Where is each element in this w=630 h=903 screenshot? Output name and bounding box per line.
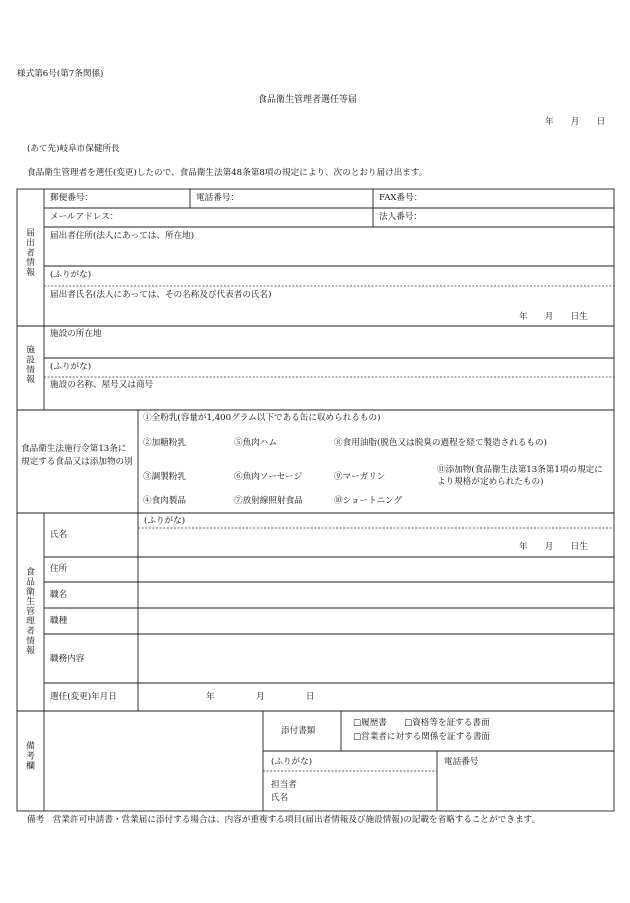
footnote: 備考 営業許可申請書・営業届に添付する場合は、内容が重複する項目(届出者情報及び施設情報)の記載を省略することができます。 <box>27 815 541 825</box>
attachments-line-2: □営業者に対する関係を証する書面 <box>353 732 491 742</box>
manager-address-label: 住所 <box>50 564 68 574</box>
facility-name-label: 施設の名称、屋号又は商号 <box>50 380 154 390</box>
section-label-applicant: 届出者情報 <box>24 228 34 277</box>
attachments-line-1: □履歴書 □資格等を証する書面 <box>353 718 490 728</box>
food-type-label: 食品衛生法施行令第13条に規定する食品又は添加物の別 <box>21 444 133 467</box>
manager-duties-label: 職務内容 <box>50 654 85 664</box>
manager-title-label: 職名 <box>50 590 68 600</box>
fax-label: FAX番号： <box>379 193 423 203</box>
manager-category-label: 職種 <box>50 616 68 626</box>
applicant-birth-date: 年 月 日生 <box>519 312 588 322</box>
phone-label: 電話番号： <box>196 193 239 203</box>
food-item-10: ⑩ショートニング <box>334 496 403 506</box>
applicant-furigana-label: (ふりがな) <box>50 270 92 280</box>
food-item-3: ③調製粉乳 <box>143 472 186 482</box>
applicant-address-label: 届出者住所(法人にあっては、所在地) <box>50 231 195 241</box>
food-item-4: ④食肉製品 <box>143 496 186 506</box>
appointment-date-label: 選任(変更)年月日 <box>50 692 117 702</box>
food-item-11: ⑪添加物(食品衛生法第13条第1項の規定により規格が定められたもの) <box>437 465 603 487</box>
section-label-remarks: 備考欄 <box>24 741 34 771</box>
section-label-facility: 施設情報 <box>24 345 34 385</box>
contact-person-label-2: 氏名 <box>271 793 289 803</box>
contact-phone-label: 電話番号 <box>444 757 479 767</box>
manager-name-label: 氏名 <box>50 530 68 540</box>
attachments-label: 添付書類 <box>281 726 316 736</box>
intro-text: 食品衛生管理者を選任(変更)したので、食品衛生法第48条第8項の規定により、次のとおり届け出ます。 <box>27 168 428 178</box>
corporate-number-label: 法人番号： <box>379 212 422 222</box>
food-item-7: ⑦放射線照射食品 <box>234 496 303 506</box>
submission-date: 年 月 日 <box>545 117 606 127</box>
contact-person-label-1: 担当者 <box>271 780 297 790</box>
facility-location-label: 施設の所在地 <box>50 329 102 339</box>
appointment-year: 年 <box>206 692 215 702</box>
appointment-month: 月 <box>256 692 265 702</box>
section-label-manager: 食品衛生管理者情報 <box>24 567 34 656</box>
addressee: (あて先)岐阜市保健所長 <box>27 144 120 154</box>
email-label: メールアドレス： <box>50 212 119 222</box>
food-item-2: ②加糖粉乳 <box>143 438 186 448</box>
applicant-name-label: 届出者氏名(法人にあっては、その名称及び代表者の氏名) <box>50 290 272 300</box>
form-number: 様式第6号(第7条関係) <box>17 69 104 79</box>
manager-birth-date: 年 月 日生 <box>519 542 588 552</box>
food-item-9: ⑨マーガリン <box>334 472 386 482</box>
appointment-day: 日 <box>306 692 315 702</box>
food-item-6: ⑥魚肉ソーセージ <box>234 472 303 482</box>
food-item-5: ⑤魚肉ハム <box>234 438 277 448</box>
postal-code-label: 郵便番号： <box>50 193 93 203</box>
food-item-8: ⑧食用油脂(脱色又は脱臭の過程を経て製造されるもの) <box>334 438 547 448</box>
facility-furigana-label: (ふりがな) <box>50 362 92 372</box>
page-title: 食品衛生管理者選任等届 <box>258 95 358 105</box>
manager-furigana-label: (ふりがな) <box>144 516 186 526</box>
contact-furigana-label: (ふりがな) <box>271 757 313 767</box>
food-item-1: ①全粉乳(容量が1,400グラム以下である缶に収められるもの) <box>143 413 381 423</box>
